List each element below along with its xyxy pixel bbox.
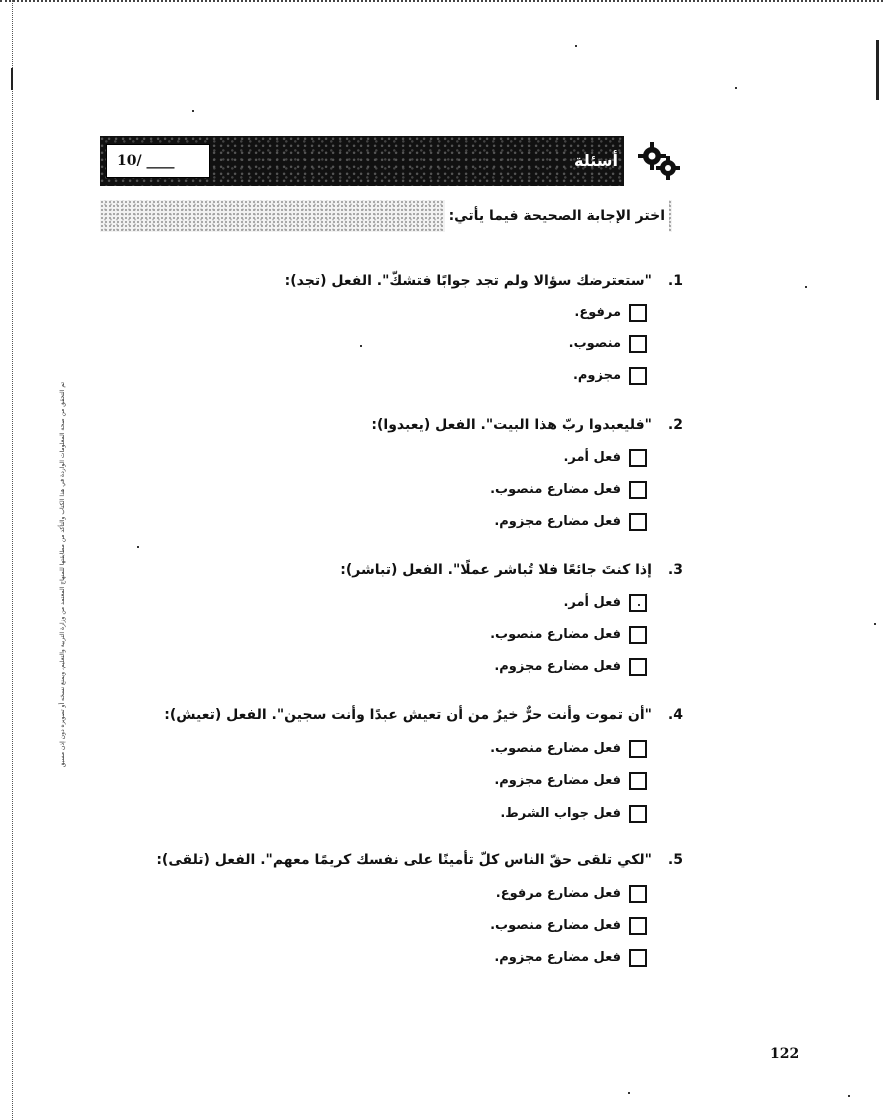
header-title: أسئلة [574,151,618,170]
option-1-c[interactable] [573,364,647,388]
question-text: "لكي تلقى حقّ الناس كلّ تأمينًا على نفسك كريمًا معهم". الفعل (تلقى): [156,852,652,868]
question-number: 4. [667,707,683,723]
option-label: فعل مضارع مجزوم. [494,773,621,788]
option-label: فعل مضارع منصوب. [490,482,621,497]
scan-left-edge [12,0,13,1120]
scan-speck [192,110,194,112]
question-text: "ستعترضك سؤالا ولم تجد جوابًا فتشكّ". الفعل (تجد): [284,273,652,289]
option-label: فعل أمر. [563,450,621,465]
option-2-c[interactable] [494,510,647,534]
option-label: فعل مضارع مجزوم. [494,514,621,529]
option-label: منصوب. [568,336,621,351]
option-1-a[interactable] [574,301,647,325]
checkbox[interactable] [629,335,647,353]
score-box [106,144,210,178]
scan-right-mark [876,40,879,100]
option-5-a[interactable] [496,882,647,906]
scan-speck [575,45,577,47]
option-label: فعل جواب الشرط. [500,806,621,821]
option-label: فعل أمر. [563,595,621,610]
checkbox[interactable] [629,626,647,644]
question-2 [371,412,683,438]
option-label: فعل مضارع مجزوم. [494,659,621,674]
checkbox[interactable] [629,304,647,322]
checkbox[interactable] [629,917,647,935]
option-4-a[interactable] [490,737,647,761]
checkbox[interactable] [629,805,647,823]
question-text: "أن تموت وأنت حرٌّ خيرٌ من أن تعيش عبدًا وأنت سجين". الفعل (تعيش): [164,707,652,723]
checkbox[interactable] [629,449,647,467]
option-label: فعل مضارع مجزوم. [494,950,621,965]
scan-speck [137,546,139,548]
question-text: إذا كنتَ جائعًا فلا تُباشر عملًا". الفعل (تباشر): [340,562,652,578]
checkbox[interactable] [629,481,647,499]
question-number: 2. [667,417,683,433]
question-number: 1. [667,273,683,289]
scan-speck [848,1095,850,1097]
instructions-text: اختر الإجابة الصحيحة فيما يأتي: [445,200,669,232]
checkbox[interactable] [629,594,647,612]
scan-speck [805,286,807,288]
scan-speck [360,345,362,347]
option-label: مرفوع. [574,305,621,320]
option-label: فعل مضارع مرفوع. [495,886,621,901]
option-label: مجزوم. [572,368,621,383]
option-4-c[interactable] [500,802,647,826]
score-text: 10/ ____ [117,153,175,169]
option-5-c[interactable] [494,946,647,970]
option-label: فعل مضارع منصوب. [490,627,621,642]
option-2-a[interactable] [563,446,647,470]
option-4-b[interactable] [494,769,647,793]
option-3-a[interactable] [563,591,647,615]
scan-left-mark [11,68,13,90]
question-text: "فليعبدوا ربّ هذا البيت". الفعل (يعبدوا): [371,417,652,433]
page-number: 122 [770,1046,800,1062]
option-3-c[interactable] [494,655,647,679]
question-1 [285,268,683,294]
option-label: فعل مضارع منصوب. [490,918,621,933]
checkbox[interactable] [629,658,647,676]
scan-speck [735,87,737,89]
scan-speck [874,623,876,625]
checkbox[interactable] [629,949,647,967]
question-4 [164,702,683,728]
scan-speck [628,1092,630,1094]
scan-speck [638,604,640,606]
option-3-b[interactable] [490,623,647,647]
option-5-b[interactable] [490,914,647,938]
side-note [52,210,74,940]
question-number: 5. [667,852,683,868]
checkbox[interactable] [629,885,647,903]
question-3 [340,557,683,583]
gear-icon [634,136,684,186]
checkbox[interactable] [629,772,647,790]
option-1-b[interactable] [569,332,647,356]
option-2-b[interactable] [490,478,647,502]
checkbox[interactable] [629,740,647,758]
checkbox[interactable] [629,367,647,385]
question-5 [156,847,683,873]
side-note-text: تم التحقق من صحة المعلومات الواردة في هذا الكتاب والتأكد من مطابقتها للمنهاج المعتمد من وزارة التربية والتعليم، ويمنع نسخه أو تصويره دون إذن مسبق [59,382,66,768]
scan-top-edge [0,0,883,2]
checkbox[interactable] [629,513,647,531]
option-label: فعل مضارع منصوب. [490,741,621,756]
question-number: 3. [667,562,683,578]
